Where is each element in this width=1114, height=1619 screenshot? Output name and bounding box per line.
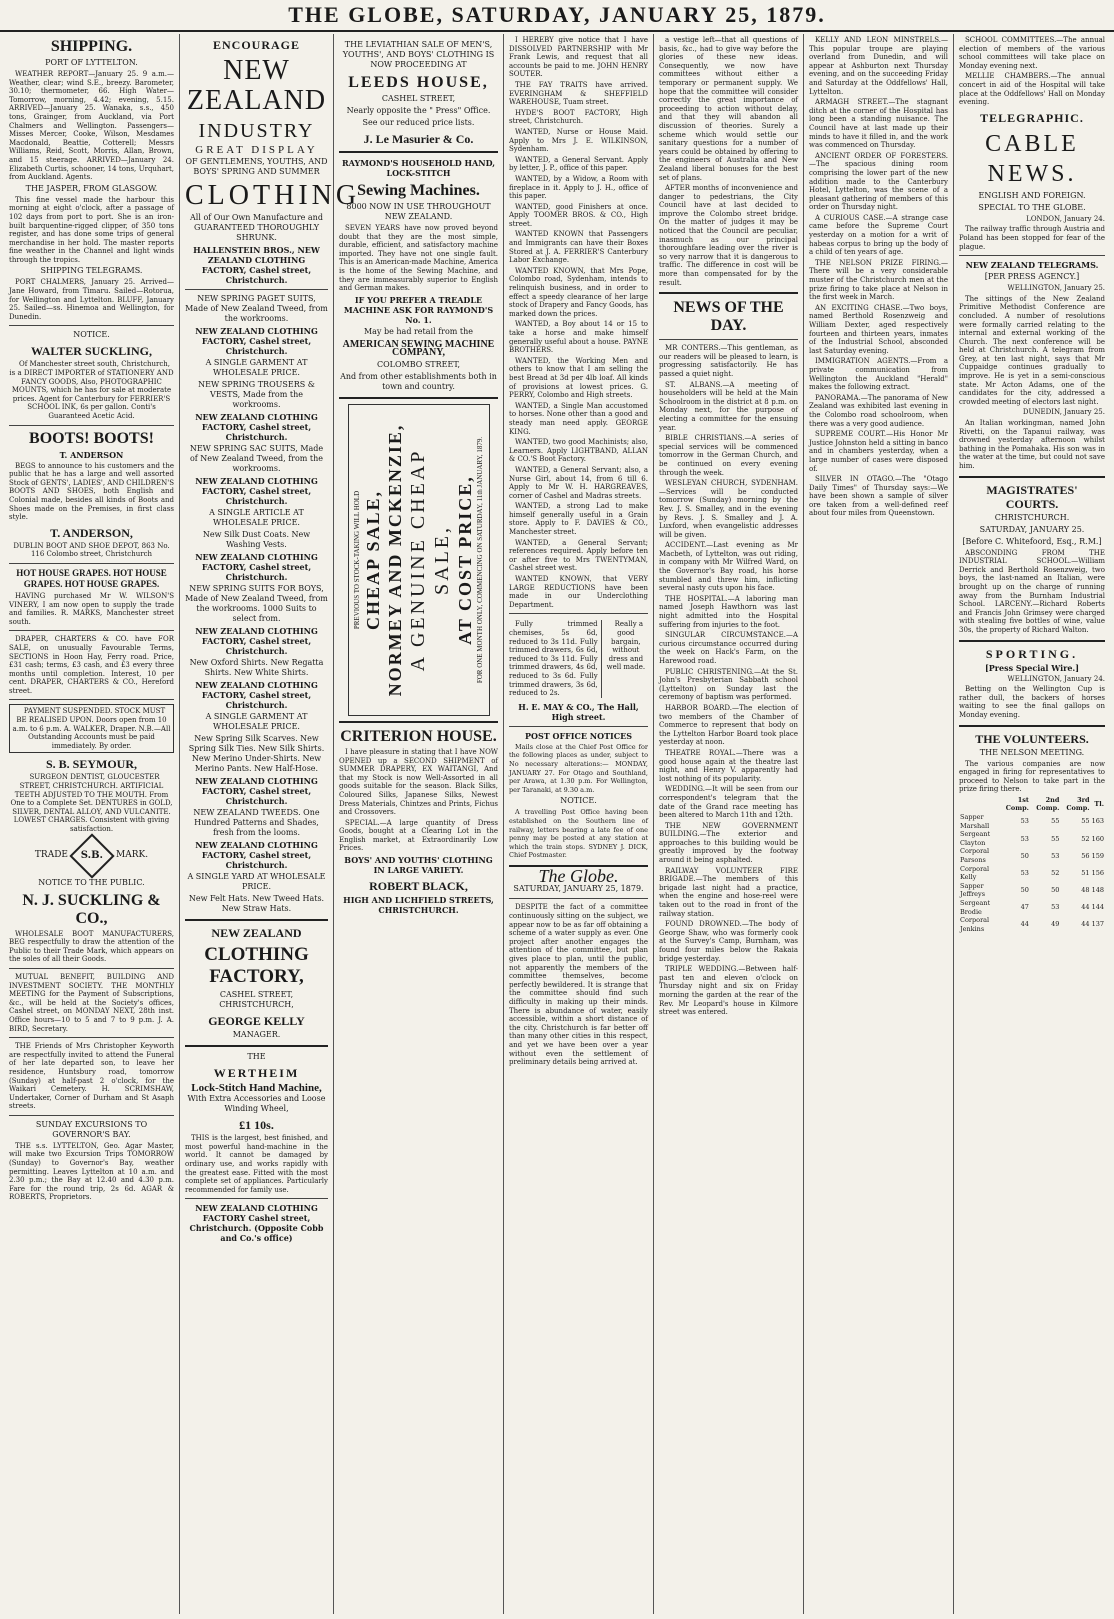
- news-item: AN EXCITING CHASE.—Two boys, named Berthold Rosenzweig and William Dexter, aged respectively fourteen and thirteen years, inmates of the Industrial School, absconded last Saturday evening.: [809, 303, 948, 355]
- clothing-item-2: A SINGLE GARMENT AT WHOLESALE PRICE.: [205, 357, 308, 377]
- score-col-1: 1st Comp.: [1005, 795, 1029, 813]
- table-row: Sapper Jeffreys 50 50 48 148: [960, 881, 1104, 899]
- news-item: THEATRE ROYAL.—There was a good house again at the theatre last night, and Henry V. apparently had lost nothing of its popularity.: [659, 748, 798, 783]
- table-row: Sapper Marshall 53 55 55 163: [960, 813, 1104, 830]
- sporting-heading: SPORTING.: [985, 646, 1079, 661]
- page-columns: [4, 34, 1110, 1614]
- news-item: FOUND DROWNED.—The body of George Shaw, who was formerly cook at the Survey's Camp, Burnham, was found four miles below the Rakaia bridge yesterday.: [659, 920, 798, 963]
- industry-heading: INDUSTRY: [198, 120, 315, 142]
- table-row: Sergeant Clayton 53 55 52 160: [960, 830, 1104, 847]
- news-item: TRIPLE WEDDING.—Between half-past ten and eleven o'clock on Thursday night and six on Friday morning the garden at the rear of the Rev. Mr Leopard's house in Kilmore street was entered.: [659, 965, 798, 1017]
- excursion-heading: SUNDAY EXCURSIONS TO GOVERNOR'S BAY.: [35, 1119, 148, 1139]
- clothing-item-8: New Oxford Shirts. New Regatta Shirts. New White Shirts.: [189, 657, 324, 677]
- sporting-dateline: WELLINGTON, January 24.: [1007, 674, 1105, 683]
- column-7: [954, 34, 1110, 1614]
- anderson-name: T. ANDERSON: [59, 449, 124, 460]
- sporting-text: Betting on the Wellington Cup is rather dull, the backers of horses waiting to see the final gallops on Monday evening.: [959, 685, 1105, 719]
- news-item: RAILWAY VOLUNTEER FIRE BRIGADE.—The members of this brigade last night had a practice, when the engine and hose-reel were taken out to the road in front of the railway station.: [659, 866, 798, 918]
- clothing-item-10: New Spring Silk Scarves. New Spring Silk Ties. New Silk Shirts. New Merino Under-Shirts. New Merino Pants. New Half-Hose.: [188, 733, 325, 773]
- classified-ad: WANTED, a Boy about 14 or 15 to take a horse and make himself generally useful about a house. PAYNE BROTHERS.: [509, 320, 648, 355]
- column-3: [334, 34, 504, 1614]
- court-before: [Before C. Whitefoord, Esq., R.M.]: [962, 536, 1102, 546]
- leader-continued: a vestige left—that all questions of basis, &c., had to give way before the glories of these new ideas. Consequently, we now have committees without either a temporary or permanent supply. We hope that the committee will consider correctly the great importance of proceeding to action without delay, and that they will abandon all discussion of theories. Surely a scheme which would settle our sanitary questions for a number of years could be obtained by offering to the engineers of Australia and New Zealand liberal bonuses for the best set of plans.: [659, 36, 798, 182]
- leader-text: DESPITE the fact of a committee continuously sitting on the subject, we appear now to be as far off obtaining a scheme of a water supply as ever. One project after another engages the attention of the committee, but plan gives place to plan, until the public, not apparently the members of the committee themselves, become perfectly bewildered. It is strange that the committee should find such difficulty in making up their minds. There is abundance of water, easily accessible, within a short distance of the city. Christchurch is far better off than many other cities in this respect, and yet we have been over a year without even the settlement of preliminary details being arrived at.: [509, 903, 648, 1067]
- table-row: Corporal Parsons 50 53 56 159: [960, 847, 1104, 865]
- news-item: MR CONTERS.—This gentleman, as our readers will be pleased to learn, is progressing satisfactorily. He has passed a quiet night.: [659, 344, 798, 378]
- table-row: Corporal Jenkins 44 49 44 137: [960, 916, 1104, 933]
- jasper-text: This fine vessel made the harbour this morning at eight o'clock, after a passage of 102 days from port to port. She is an iron-built barquentine-rigged clipper, of 350 tons register, and has done some trips of general merchandise in her hold. The master reports fine weather in the Channel and light winds through the tropics.: [9, 195, 174, 264]
- excursion-text: THE s.s. LYTTELTON, Geo. Agar Master, will make two Excursion Trips TOMORROW (Sunday) to Governor's Bay, weather permitting. Leaves Lyttelton at 10 a.m. and 2.30 p.m.; the Bay at 12.40 and 4.30 p.m. Fare for the round trip, 2s 6d. AGAR & ROBERTS, Proprietors.: [9, 1141, 174, 1202]
- chemise-side: Really a good bargain, without dress and well made.: [601, 620, 648, 697]
- factory-repeat-4: NEW ZEALAND CLOTHING FACTORY, Cashel street, Christchurch.: [195, 551, 318, 582]
- score-col-3: 3rd Comp.: [1066, 795, 1090, 813]
- classified-ad: WANTED, a strong Lad to make himself generally useful in a Grain store. Apply to F. DAVIES & CO., Manchester street.: [509, 502, 648, 537]
- retail-text: May be had retail from the: [363, 326, 474, 336]
- cashel-label: CASHEL STREET,: [381, 94, 456, 103]
- news-item: THE HOSPITAL.—A laboring man named Joseph Hawthorn was last night admitted into the Hospital suffering from injuries to the foot.: [659, 594, 798, 629]
- trade-mark-initials: S.B.: [80, 849, 104, 861]
- dunedin-dateline: DUNEDIN, January 25.: [1022, 408, 1105, 417]
- london-dateline: LONDON, January 24.: [1026, 214, 1105, 223]
- court-text: ABSCONDING FROM THE INDUSTRIAL SCHOOL.—William Derrick and Berthold Rosenzweig, two boys, the last-named an Italian, were brought up on the charge of running away from the Burnham Industrial School. LARCENY.—Richard Roberts and Francis John Grimsey were charged with stealing five bottles of wine, value 30s, the property of Richard Walton.: [959, 548, 1105, 634]
- criterion-house-heading: CRITERION HOUSE.: [340, 727, 497, 745]
- clothing-item-1: NEW SPRING PAGET SUITS, Made of New Zealand Tweed, from the workrooms.: [185, 293, 328, 323]
- news-item: SINGULAR CIRCUMSTANCE.—A curious circumstance occurred during the week on Hack's Farm, on the Harewood road.: [659, 631, 798, 665]
- robert-black-address: HIGH AND LICHFIELD STREETS, CHRISTCHURCH.: [343, 895, 494, 916]
- vertical-cost-price: AT COST PRICE,: [454, 475, 475, 645]
- press-wire-label: [Press Special Wire.]: [984, 662, 1080, 673]
- chemise-ad: [509, 618, 648, 699]
- anderson-text: BEGS to announce to his customers and the public that he has a large and well assorted Stock of GENTS', LADIES', AND CHILDREN'S BOOTS AND SHOES, both English and Colonial made, besides all kinds of Boots and Shoes made on the Premises, in first class style.: [9, 461, 174, 522]
- volunteers-heading: THE VOLUNTEERS.: [975, 731, 1089, 746]
- factory-repeat-5: NEW ZEALAND CLOTHING FACTORY, Cashel street, Christchurch.: [195, 625, 318, 656]
- mutual-benefit-text: MUTUAL BENEFIT, BUILDING AND INVESTMENT SOCIETY. THE MONTHLY MEETING for the Payment of Subscriptions, &c., will be held at the Society's offices, Cashel street, on MONDAY NEXT, 28th inst. Office hours—10 to 5 and 7 to 9 p.m. J. A. BIRD, Secretary.: [9, 972, 174, 1033]
- news-item: PANORAMA.—The panorama of New Zealand was exhibited last evening in the Colombo road schoolroom, when there was a very good audience.: [809, 393, 948, 428]
- classified-ad: WANTED, by a Widow, a Room with fireplace in it. Apply to J. H., office of this paper.: [509, 174, 648, 201]
- sewing-sub: 8000 NOW IN USE THROUGHOUT NEW ZEALAND.: [346, 202, 491, 221]
- concert-text: MELLIE CHAMBERS.—The annual concert in aid of the Hospital will take place at the Oddfellows' Hall on Monday evening.: [959, 72, 1105, 107]
- news-item: WEDDING.—It will be seen from our correspondent's telegram that the date of the Grand race meeting has been altered to March 11th and 12th.: [659, 785, 798, 820]
- news-item: THE NELSON PRIZE FIRING.—There will be a very considerable muster of the Christchurch men at the prize firing to take place at Nelson in the first week in March.: [809, 258, 948, 302]
- lockstitch-heading: Lock-Stitch Hand Machine,: [191, 1081, 322, 1094]
- near-press-text: Nearly opposite the " Press" Office.: [346, 106, 491, 115]
- news-of-day-heading: NEWS OF THE DAY.: [673, 299, 784, 335]
- clothing-factory-heading: CLOTHING FACTORY,: [204, 943, 309, 987]
- classified-ad: WANTED, a General Servant. Apply by letter, J. P., office of this paper.: [509, 155, 648, 173]
- column-6: [804, 34, 954, 1614]
- clothing-item-9: A SINGLE GARMENT AT WHOLESALE PRICE.: [205, 711, 308, 731]
- payment-suspended-notice: PAYMENT SUSPENDED. STOCK MUST BE REALISED UPON. Doors open from 10 a.m. to 6 p.m. A. WALKER, Draper. N.B.—All Outstanding Accounts must be paid immediately. By order.: [9, 704, 174, 753]
- nelson-meeting-label: THE NELSON MEETING.: [979, 747, 1085, 757]
- treadle-text: IF YOU PREFER A TREADLE MACHINE ASK FOR RAYMOND'S No. 1.: [343, 294, 494, 325]
- press-agency-label: [PER PRESS AGENCY.]: [984, 272, 1080, 282]
- score-col-total: Tl.: [1094, 800, 1104, 809]
- port-heading: PORT OF LYTTELTON.: [45, 58, 138, 67]
- manufacture-text: All of Our Own Manufacture and GUARANTEED THOROUGHLY SHRUNK.: [190, 212, 323, 242]
- notice-heading: NOTICE.: [73, 330, 110, 340]
- hothouse-grapes-text: HAVING purchased Mr W. WILSON'S VINERY, I am now open to supply the trade and families. R. MARKS, Manchester street south.: [9, 591, 174, 626]
- score-col-name: [959, 796, 1000, 813]
- wertheim-heading: WERTHEIM: [213, 1065, 300, 1080]
- masthead: [0, 0, 1114, 32]
- clothing-item-7: NEW SPRING SUITS FOR BOYS, Made of New Zealand Tweed, from the workrooms. 1000 Suits to select from.: [185, 583, 328, 623]
- funeral-notice: THE Friends of Mrs Christopher Keyworth are respectfully invited to attend the Funeral of her late departed son, to leave her residence, Huntsbury road, tomorrow (Sunday) at half-past 2 o'clock, for the Waikari Cemetery. H. SCRIMSHAW, Undertaker, Corner of Durham and St Asaph streets.: [9, 1042, 174, 1111]
- nz-telegrams-text: The sittings of the New Zealand Primitive Methodist Conference are concluded. A number of resolutions were formally carried relating to the internal and external working of the Church. The next conference will be held at Christchurch. A telegram from Grey, at ten last night, says that Mr Cuppaidge continues gradually to improve. He is yet in a semi-conscious state. Mr Acton Adams, one of the candidates for the city, addressed a crowded meeting of electors last night.: [959, 294, 1105, 406]
- robert-black-name: ROBERT BLACK,: [369, 879, 468, 894]
- issue-date: SATURDAY, JANUARY 25, 1879.: [513, 884, 644, 894]
- criterion-text: I have pleasure in stating that I have NOW OPENED up a SECOND SHIPMENT of SUMMER DRAPERY, EX WAITANGI, And that my Stock is now Well-Assorted in all goods suitable for the season. Black Silks, Coloured Silks, Japanese Silks, Newest Dress Materials, Chintzes and Prints, Fichus and Crossovers.: [339, 747, 498, 817]
- classified-ad: WANTED, Nurse or House Maid. Apply to Mrs J. E. WILKINSON, Sydenham.: [509, 127, 648, 154]
- nz-telegrams-heading: NEW ZEALAND TELEGRAMS.: [965, 260, 1099, 271]
- classified-ad: WANTED KNOWN, that Mrs Pope, Colombo road, Sydenham, intends to relinquish business, and in order to effect a speedy clearance of her large stock of Drapery and Fancy Goods, has marked down the prices.: [509, 266, 648, 318]
- clothing-item-3: NEW SPRING TROUSERS & VESTS, Made from the workrooms.: [198, 379, 315, 409]
- classified-ad: WANTED KNOWN that Passengers and Immigrants can have their Boxes Stored at J. A. FERRIER'S Canterbury Labor Exchange.: [509, 230, 648, 265]
- shipping-heading: SHIPPING.: [50, 38, 133, 55]
- news-item: PUBLIC CHRISTENING.—At the St. John's Presbyterian Sabbath school (Lyttelton) on Sunday last the ceremony of baptism was performed.: [659, 667, 798, 702]
- anderson-address: DUBLIN BOOT AND SHOE DEPOT, 863 No. 116 Colombo street, Christchurch: [13, 541, 170, 559]
- raymond-heading: RAYMOND'S HOUSEHOLD HAND, LOCK-STITCH: [341, 158, 496, 178]
- clothing-item-4: NEW SPRING SAC SUITS, Made of New Zealand Tweed, from the workrooms.: [189, 443, 324, 473]
- classified-ad: WANTED, a General Servant; also, a Nurse Girl, about 14, from 6 till 6. Apply to Mr W. H. HARGREAVES, corner of Cashel and Madras streets.: [509, 465, 648, 500]
- boots-heading: BOOTS! BOOTS!: [29, 429, 154, 447]
- notice-public-heading: NOTICE TO THE PUBLIC.: [38, 877, 145, 887]
- classified-ad: HYDE'S BOOT FACTORY, High street, Christchurch.: [509, 108, 648, 126]
- other-establishments: And from other establishments both in town and country.: [340, 371, 497, 391]
- classified-ad: WANTED KNOWN, that VERY LARGE REDUCTIONS have been made in our Underclothing Department.: [509, 575, 648, 609]
- leeds-house-heading: LEEDS HOUSE,: [348, 74, 489, 91]
- george-kelly-name: GEORGE KELLY: [208, 1013, 305, 1028]
- may-company: H. E. MAY & CO., The Hall, High street.: [518, 701, 639, 722]
- manager-label: MANAGER.: [232, 1029, 281, 1039]
- walter-suckling-name: WALTER SUCKLING,: [31, 344, 152, 359]
- clothing-item-12: A SINGLE YARD AT WHOLESALE PRICE.: [187, 871, 326, 891]
- seymour-text: SURGEON DENTIST, GLOUCESTER STREET, CHRISTCHURCH. ARTIFICIAL TEETH ADJUSTED TO THE MOUTH. From One to a Complete Set. DENTURES in GOLD, SILVER, DENTAL ALLOY, AND VULCANITE. LOWEST CHARGES. Consistent with giving satisfaction.: [10, 773, 173, 833]
- notice-2-heading: NOTICE.: [560, 796, 597, 806]
- dunedin-text: An Italian workingman, named John Rivetti, on the Tapanui railway, was drowned yesterday afternoon whilst bathing in the Pomahaka. His son was in the water at the time, but could not save him.: [959, 419, 1105, 470]
- news-item: ANCIENT ORDER OF FORESTERS.—The spacious dining room comprising the lower part of the new addition made to the Canterbury Hotel, Lyttelton, was the scene of a pleasant gathering of members of this order on Thursday night.: [809, 151, 948, 212]
- factory-repeat-3: NEW ZEALAND CLOTHING FACTORY, Cashel street, Christchurch.: [195, 475, 318, 506]
- classified-ad: WANTED, two good Machinists; also, Learners. Apply LIGHTBAND, ALLAN & CO.'S Boot Factory.: [509, 438, 648, 464]
- volunteers-score-table: [959, 796, 1105, 934]
- post-office-heading: POST OFFICE NOTICES: [524, 730, 633, 741]
- walter-suckling-text: Of Manchester street south, Christchurch, is a DIRECT IMPORTER of STATIONERY AND FANCY GOODS, Also, PHOTOGRAPHIC MOUNTS, which he has for sale at moderate prices. Agent for Canterbury for FERRIER'S SCHOOL INK, 6s per gallon. Conti's Guaranteed Acetic Acid.: [9, 360, 174, 420]
- vertical-firm-name: NORMEY AND MCKENZIE,: [384, 423, 405, 697]
- table-row: Sergeant Brodie 47 53 44 144: [960, 899, 1104, 916]
- news-item: A CURIOUS CASE.—A strange case came before the Supreme Court yesterday on a motion for a writ of habeas corpus to bring up the body of a child of ten years of age.: [809, 213, 948, 257]
- post-office-text: Mails close at the Chief Post Office for the following places as under, subject to No necessary alterations:— MONDAY, JANUARY 27. For Otago and Southland, per Arawa, at 1.30 p.m. For Wellington, per Taranaki, at 9.30 a.m.: [509, 742, 648, 794]
- news-item: KELLY AND LEON MINSTRELS.—This popular troupe are playing overland from Dunedin, and will appear at Ashburton next Thursday evening, and on the succeeding Friday and Saturday at the Oddfellows' Hall, Lyttelton.: [809, 36, 948, 96]
- clothing-item-6: New Silk Dust Coats. New Washing Vests.: [202, 529, 311, 549]
- news-item: THE NEW GOVERNMENT BUILDING.—The exterior and approaches to this building would be greatly improved by the footway around it being asphalted.: [659, 821, 798, 865]
- masurier-name: J. Le Masurier & Co.: [363, 132, 474, 146]
- news-item: SUPREME COURT.—His Honor Mr Justice Johnston held a sitting in banco and in chambers yesterday, when a large number of cases were disposed of.: [809, 430, 948, 473]
- factory-repeat-1: NEW ZEALAND CLOTHING FACTORY, Cashel street, Christchurch.: [195, 325, 318, 356]
- score-table-header: [959, 796, 1105, 813]
- table-row: Corporal Kelly 53 52 51 156: [960, 864, 1104, 882]
- news-item: ST. ALBANS.—A meeting of householders will be held at the Main Schoolroom in the district at 8 p.m. on Monday next, for the purpose of electing a committee for the ensuing year.: [659, 380, 798, 432]
- news-item: ACCIDENT.—Last evening as Mr Macbeth, of Lyttelton, was out riding, in company with Mr Wilfred Ward, on the Governor's Bay road, his horse stumbled and threw him, inflicting several nasty cuts upon his face.: [659, 541, 798, 593]
- cable-text: The railway traffic through Austria and Poland has been stopped for fear of the plague.: [959, 225, 1105, 251]
- cable-news-heading: CABLE NEWS.: [985, 130, 1079, 187]
- classified-ad: WANTED, good Finishers at once. Apply TOOMER BROS. & CO., High street.: [509, 202, 648, 228]
- column-4: [504, 34, 654, 1614]
- school-committees-text: SCHOOL COMMITTEES.—The annual election of members of the various school committees will take place on Monday evening next.: [959, 36, 1105, 70]
- vertical-sale-sub: FOR ONE MONTH ONLY, COMMENCING ON SATURDAY, 11th JANUARY, 1879.: [475, 436, 484, 684]
- classified-ad: I HEREBY give notice that I have DISSOLVED PARTNERSHIP with Mr Frank Lewis, and request that all accounts be paid to me. JOHN HENRY SOUTER.: [509, 36, 648, 79]
- leader-bridge: AFTER months of inconvenience and danger to pedestrians, the City Council have at last decided to improve the Colombo street bridge. On the matter of judges it may be noticed that the Council are peculiar, inasmuch as our principal thoroughfare leading over the river is so very narrow that it is dangerous to traffic. The difference in cost will be more than compensated for by the result.: [659, 184, 798, 287]
- vertical-cheap-sale: CHEAP SALE,: [362, 489, 383, 630]
- njs-name: N. J. SUCKLING & CO.,: [22, 891, 161, 927]
- christchurch-label: CHRISTCHURCH.: [994, 512, 1070, 522]
- telegraphic-heading: TELEGRAPHIC.: [980, 110, 1084, 125]
- shipping-telegrams-text: PORT CHALMERS, January 25. Arrived—Jane Howard, from Timaru. Sailed—Rotorua, for Wellington and Lyttelton. BLUFF, January 25. Sailed—ss. Hinemoa and Wellington, for Dunedin.: [9, 278, 174, 321]
- news-item: BIBLE CHRISTIANS.—A series of special services will be commenced tomorrow in the German Church, and be continued on every evening through the week.: [659, 434, 798, 477]
- clothing-item-5: A SINGLE ARTICLE AT WHOLESALE PRICE.: [209, 507, 304, 527]
- boys-clothing-text: BOYS' AND YOUTHS' CLOTHING IN LARGE VARIETY.: [344, 855, 493, 876]
- factory-repeat-2: NEW ZEALAND CLOTHING FACTORY, Cashel street, Christchurch.: [195, 411, 318, 442]
- factory-repeat-7: NEW ZEALAND CLOTHING FACTORY, Cashel street, Christchurch.: [195, 775, 318, 806]
- shipping-telegrams-heading: SHIPPING TELEGRAMS.: [40, 266, 143, 276]
- anderson-name-2: T. ANDERSON,: [50, 525, 133, 540]
- classified-ad: WANTED, a General Servant; references required. Apply before ten or after five to Mrs TWENTYMAN, Cashel street west.: [509, 538, 648, 573]
- seymour-name: S. B. SEYMOUR,: [45, 757, 137, 772]
- new-zealand-heading: NEW ZEALAND: [186, 55, 327, 116]
- score-col-2: 2nd Comp.: [1036, 795, 1060, 813]
- notice-2-text: A travelling Post Office having been established on the Southern line of railway, letters bearing a late fee of one penny may be posted at any station at which the train stops. SYDNEY J. DICK, Chief Postmaster.: [509, 808, 648, 860]
- footer-factory: NEW ZEALAND CLOTHING FACTORY Cashel street, Christchurch. (Opposite Cobb and Co.'s office): [189, 1203, 324, 1244]
- vertical-sale-ad: [348, 404, 490, 716]
- sewing-machines-heading: Sewing Machines.: [357, 182, 480, 199]
- classified-ad: THE FAY TRAITS have arrived. EVERINGHAM & SHEFFIELD WAREHOUSE, Tuam street.: [509, 80, 648, 107]
- jasper-heading: THE JASPER, FROM GLASGOW.: [25, 183, 158, 193]
- american-sewing-company: AMERICAN SEWING MACHINE COMPANY,: [342, 338, 495, 359]
- accessories-text: With Extra Accessories and Loose Winding Wheel,: [187, 1094, 326, 1114]
- nz-heading-2: NEW ZEALAND: [211, 925, 302, 940]
- column-1: [4, 34, 180, 1614]
- factory-repeat-6: NEW ZEALAND CLOTHING FACTORY, Cashel street, Christchurch.: [195, 679, 318, 710]
- trade-mark-right: MARK.: [116, 850, 149, 861]
- news-item: ARMAGH STREET.—The stagnant ditch at the corner of the Hospital has long been a standing nuisance. The Council have at last made up their minds to have it filled in, and the work was commenced on Thursday.: [809, 98, 948, 150]
- magistrates-heading: MAGISTRATES' COURTS.: [986, 482, 1078, 511]
- trade-mark-logo: [9, 840, 174, 872]
- news-item: SILVER IN OTAGO.—The "Otago Daily Times" of Thursday says:—We have been shown a sample of silver ore taken from a well-defined reef about four miles from Queenstown.: [809, 475, 948, 518]
- special-text: SPECIAL.—A large quantity of Dress Goods, bought at a Clearing Lot in the English market, at Extraordinarily Low Prices.: [339, 818, 498, 853]
- classified-ad: WANTED, a Single Man accustomed to horses. None other than a good and steady man need apply. GEORGE KING.: [509, 401, 648, 436]
- the-label: THE: [247, 1051, 266, 1061]
- wertheim-price: £1 10s.: [239, 1118, 274, 1133]
- chemise-list: Fully trimmed chemises, 5s 6d, reduced to 3s 11d. Fully trimmed drawers, 6s 6d, reduced to 3s 11d. Fully trimmed drawers, 4s 6d, reduced to 3s 6d. Fully trimmed drawers, 3s 6d, reduced to 2s.: [509, 620, 598, 698]
- trade-mark-diamond: [69, 833, 114, 878]
- hothouse-grapes-heading: HOT HOUSE GRAPES. HOT HOUSE GRAPES. HOT HOUSE GRAPES.: [16, 567, 167, 589]
- vertical-genuine-sale: A GENUINE CHEAP SALE,: [406, 448, 453, 672]
- news-item: HARBOR BOARD.—The election of two members of the Chamber of Commerce to represent that body on the Lyttelton Harbor Board took place yesterday at noon.: [659, 703, 798, 747]
- wertheim-text: THIS is the largest, best finished, and most powerful hand-machine in the world. It cannot be damaged by ordinary use, and works rapidly with the greatest ease. Fitted with the most complete set of appliances. Particularly recommended for family use.: [185, 1134, 328, 1194]
- column-5: [654, 34, 804, 1614]
- shipping-text: WEATHER REPORT—January 25. 9 a.m.—Weather, clear; wind S.E., breezy. Barometer, 30.10; thermometer, 66. High Water—Tomorrow, morning, 4.42; evening, 5.15. ARRIVED—January 25. Wanaka, s.s., 450 tons, Grainger, from Auckland, via Port Chalmers and Wellington. Passengers—Misses Mercer, Cooke, Wilson, Mesdames Macdonald, Beattie, Cotterell; Messrs Williams, Reid, Scott, Morris, Allan, Brown, and 15 steerage. ARRIVED—January 24. Elizabeth Curtis, schooner, 14 tons, Urquhart, from Auckland. Agents.: [9, 70, 174, 182]
- prices-text: See our reduced price lists.: [362, 118, 475, 127]
- court-date: SATURDAY, JANUARY 25.: [979, 524, 1085, 534]
- newspaper-title: THE GLOBE, SATURDAY, JANUARY 25, 1879.: [288, 2, 826, 27]
- clothing-item-13: New Felt Hats. New Tweed Hats. New Straw Hats.: [188, 893, 325, 913]
- classified-ad: WANTED, the Working Men and others to know that I am selling the best Bread at 3d per 4lb loaf. All kinds of provisions at lowest prices. G. PERRY, Colombo and High streets.: [509, 356, 648, 400]
- vertical-sale-top: PREVIOUS TO STOCK-TAKING WILL HOLD: [352, 490, 361, 630]
- globe-heading: The Globe.: [538, 865, 619, 886]
- sewing-text: SEVEN YEARS have now proved beyond doubt that they are the most simple, durable, efficient, and satisfactory machine imported. They have not one single fault. This is an American-made Machine, America is the home of the Sewing Machine, and they are immeasurably superior to English and German makes.: [339, 224, 498, 293]
- english-foreign: ENGLISH AND FOREIGN.: [978, 190, 1086, 200]
- wellington-dateline: WELLINGTON, January 25.: [1007, 284, 1105, 293]
- volunteers-text: The various companies are now engaged in firing for representatives to proceed to Nelson to take part in the prize firing there.: [959, 759, 1105, 794]
- news-item: WESLEYAN CHURCH, SYDENHAM.—Services will be conducted tomorrow (Sunday) morning by the Rev. J. S. Smalley, and in the evening by Revs. J. S. Smalley and J. A. Luxford, when evangelistic addresses will be given.: [659, 479, 798, 539]
- njs-text: WHOLESALE BOOT MANUFACTURERS, BEG respectfully to draw the attention of the Public to their Trade Mark, which appears on the soles of all their Goods.: [9, 929, 174, 964]
- special-globe: SPECIAL TO THE GLOBE.: [978, 202, 1086, 212]
- trade-mark-left: TRADE: [34, 850, 68, 861]
- clothing-heading: CLOTHING: [185, 179, 361, 211]
- great-display-heading: GREAT DISPLAY: [195, 144, 318, 156]
- draper-charters-text: DRAPER, CHARTERS & CO. have FOR SALE, on unusually Favourable Terms, SECTIONS in Hoon Hay, Ferry road. Price, £31 cash; terms, £3 cash, and £3 every three months until completion. Interest, 10 per cent. DRAPER, CHARTERS & CO., Hereford street.: [9, 635, 174, 695]
- hallenstein-text: HALLENSTEIN BROS., NEW ZEALAND CLOTHING FACTORY, Cashel street, Christchurch.: [193, 244, 320, 285]
- encourage-heading: ENCOURAGE: [212, 38, 300, 52]
- factory-repeat-8: NEW ZEALAND CLOTHING FACTORY, Cashel street, Christchurch.: [195, 839, 318, 870]
- colombo-label: COLOMBO STREET,: [376, 359, 461, 369]
- cashel-street-text: CASHEL STREET, CHRISTCHURCH,: [219, 989, 294, 1009]
- news-item: IMMIGRATION AGENTS.—From a private communication from Wellington the Auckland "Herald" makes the following extract.: [809, 357, 948, 392]
- leviathian-text: THE LEVIATHIAN SALE OF MEN'S, YOUTHS', AND BOYS' CLOTHING IS NOW PROCEEDING AT: [342, 40, 495, 69]
- gents-text: OF GENTLEMENS, YOUTHS, AND BOYS' SPRING AND SUMMER: [185, 156, 328, 176]
- clothing-item-11: NEW ZEALAND TWEEDS. One Hundred Patterns and Shades, fresh from the looms.: [193, 807, 320, 837]
